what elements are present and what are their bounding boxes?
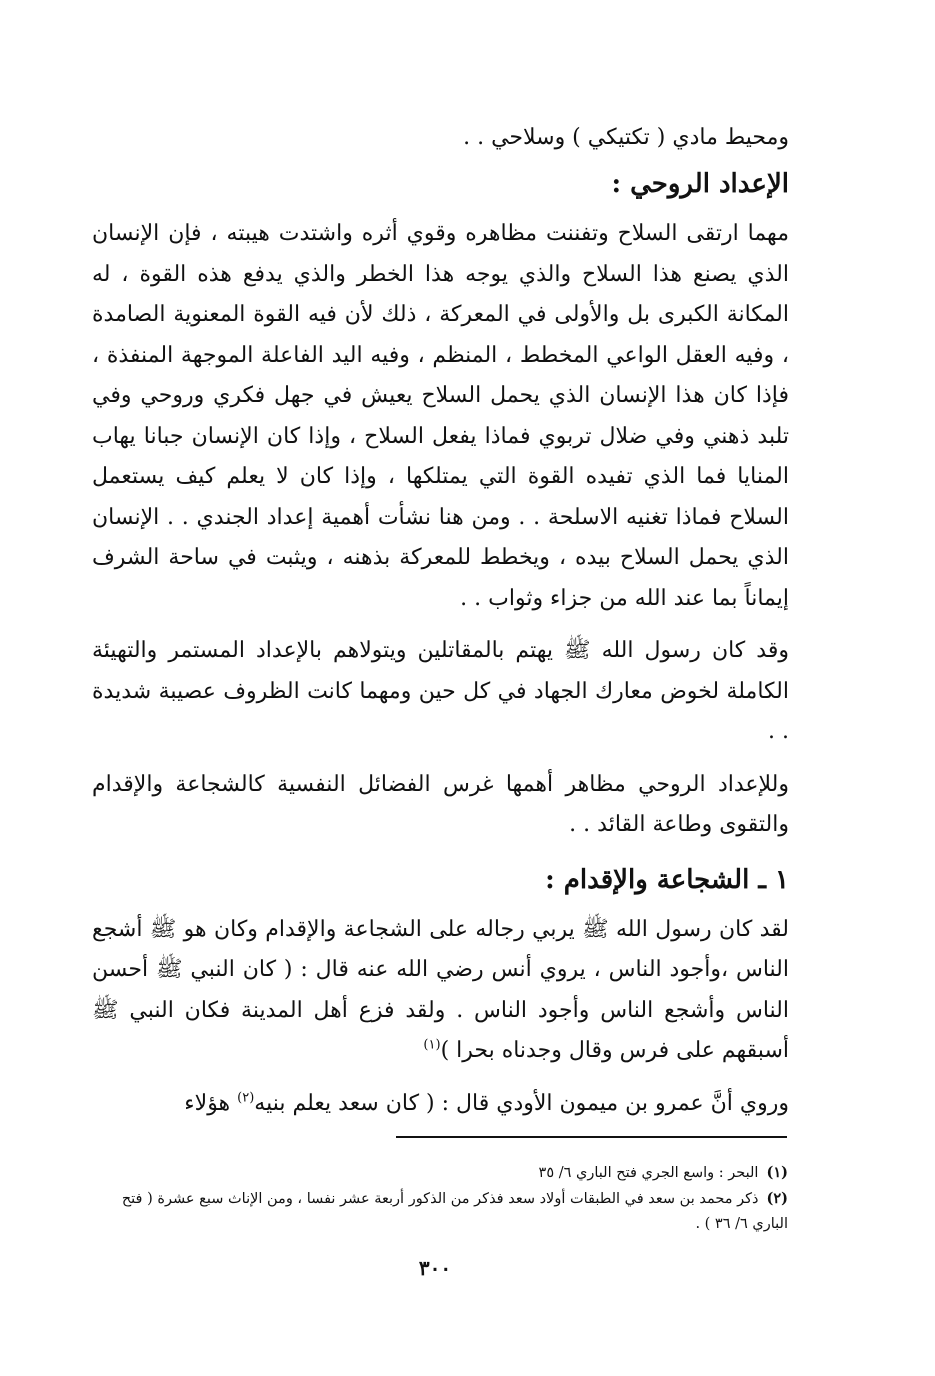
footnote-text: البحر : واسع الجري فتح الباري ٦/ ٣٥ — [538, 1165, 759, 1181]
footnote-number: (١) — [766, 1164, 788, 1181]
footnote-ref-1: (١) — [423, 1037, 441, 1053]
paragraph-4-text: لقد كان رسول الله ﷺ يربي رجاله على الشجاعة والإقدام وكان هو ﷺ أشجع الناس ،وأجود الناس ، يروي أنس رضي الله عنه قال : ( كان النبي ﷺ أحسن الناس وأشجع الناس وأجود الناس . ولقد فزع أهل المدينة فكان النبي ﷺ أسبقهم على فرس وقال وجدناه بحرا ) — [92, 916, 789, 1063]
footnote-1 — [100, 1160, 788, 1186]
paragraph-2: وقد كان رسول الله ﷺ يهتم بالمقاتلين ويتولاهم بالإعداد المستمر والتهيئة الكاملة لخوض معارك الجهاد في كل حين ومهما كانت الظروف عصيبة شديدة . . — [92, 638, 789, 744]
section-heading-spiritual-preparation: الإعداد الروحي : — [611, 169, 789, 199]
section-heading-courage: ١ ـ الشجاعة والإقدام : — [545, 864, 789, 895]
paragraph-1: مهما ارتقى السلاح وتفننت مظاهره وقوي أثره واشتدت هيبته ، فإن الإنسان الذي يصنع هذا السلاح والذي يوجه هذا الخطر والذي يدفع هذه القوة ، له المكانة الكبرى بل والأولى في المعركة ، ذلك لأن فيه القوة المعنوية الصامدة ، وفيه العقل الواعي المخطط ، المنظم ، وفيه اليد الفاعلة الموجهة المنفذة ، فإذا كان هذا الإنسان الذي يحمل السلاح يعيش في جهل فكري وروحي وفي تلبد ذهني وفي ضلال تربوي فماذا يفعل السلاح ، وإذا كان الإنسان جبانا يهاب المنايا فما الذي تفيده القوة التي يمتلكها ، وإذا كان لا يعلم كيف يستعمل السلاح فماذا تغنيه الاسلحة . . ومن هنا نشأت أهمية إعداد الجندي . . الإنسان الذي يحمل السلاح بيده ، ويخطط للمعركة بذهنه ، ويثبت في ساحة الشرف إيماناً بما عند الله من جزاء وثواب . . — [92, 221, 789, 611]
footnote-text: ذكر محمد بن سعد في الطبقات أولاد سعد فذكر من الذكور أربعة عشر نفسا ، ومن الإناث سبع عشرة ( فتح الباري ٦/ ٣٦ ) . — [121, 1191, 788, 1232]
page-number: ٣٠٠ — [418, 1256, 452, 1280]
paragraph-4 — [92, 910, 789, 1072]
footnotes — [100, 1160, 788, 1237]
footnote-number: (٢) — [766, 1190, 788, 1207]
paragraph-5-tail: هؤلاء — [184, 1090, 238, 1116]
paragraph-5-text: وروي أنَّ عمرو بن ميمون الأودي قال : ( كان سعد يعلم بنيه — [254, 1090, 789, 1116]
footnote-ref-2: (٢) — [237, 1090, 255, 1106]
footnote-2 — [100, 1186, 788, 1237]
paragraph-3: وللإعداد الروحي مظاهر أهمها غرس الفضائل النفسية كالشجاعة والإقدام والتقوى وطاعة القائد . . — [92, 771, 789, 837]
footnote-divider — [396, 1136, 787, 1138]
continuation-line: ومحيط مادي ( تكتيكي ) وسلاحي . . — [463, 125, 789, 150]
paragraph-5 — [92, 1084, 789, 1125]
